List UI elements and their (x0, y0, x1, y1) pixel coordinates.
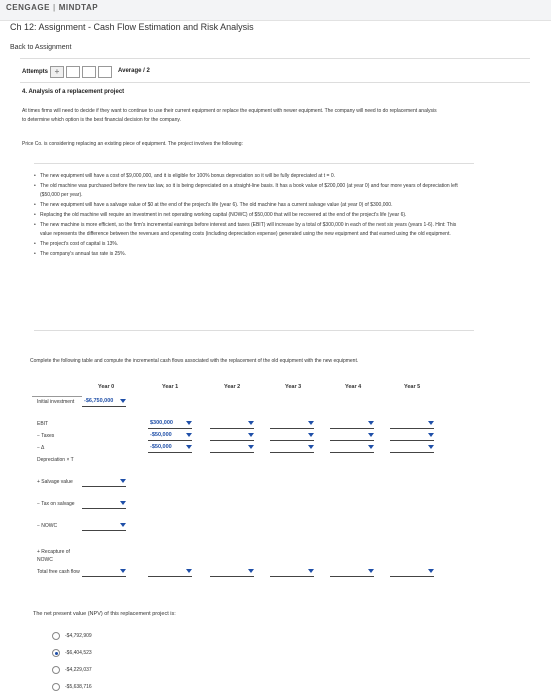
npv-option-1[interactable] (52, 632, 92, 640)
col-header-year0: Year 0 (98, 384, 115, 390)
chevron-down-icon (120, 523, 126, 527)
chevron-down-icon (368, 433, 374, 437)
list-item: • The old machine was purchased before the new tax law, so it is being depreciated on a straight-line basis. It has a book value of $200,000 (at year 0) and four more years of depreciation left ($50,000 per year). (34, 182, 464, 200)
question-intro: At times firms will need to decide if they want to continue to use their current equipment or replace the equipment with newer equipment. The company will need to do replacement analysis to determine which option is the best financial decision for the company. (22, 108, 437, 123)
chevron-down-icon (368, 569, 374, 573)
page-title: Ch 12: Assignment - Cash Flow Estimation and Risk Analysis (10, 22, 254, 32)
row-label-taxes: − Taxes (37, 433, 55, 439)
option-label: -$6,404,523 (65, 650, 92, 656)
select-value: -$6,750,000 (84, 398, 114, 404)
col-header-year5: Year 5 (404, 384, 421, 390)
chevron-down-icon (186, 421, 192, 425)
radio-icon[interactable] (52, 683, 60, 691)
row-label-recapture: + Recapture of NOWC (37, 549, 70, 563)
row-label-ebit: EBIT (37, 421, 49, 427)
select-y1-total[interactable] (148, 566, 192, 577)
chevron-down-icon (308, 445, 314, 449)
select-y5-delta[interactable] (390, 442, 434, 453)
select-y3-ebit[interactable] (270, 418, 314, 429)
chevron-down-icon (120, 501, 126, 505)
table-instructions: Complete the following table and compute the incremental cash flows associated with the replacement of the old equipment with the new equipment. (30, 358, 359, 364)
chevron-down-icon (308, 433, 314, 437)
select-y0-nowc[interactable] (82, 520, 126, 531)
select-y1-delta[interactable] (148, 442, 192, 453)
chevron-down-icon (428, 445, 434, 449)
select-y2-taxes[interactable] (210, 430, 254, 441)
attempt-box (82, 66, 96, 78)
select-y0-salvage[interactable] (82, 476, 126, 487)
average-score: Average / 2 (118, 68, 150, 74)
row-label-initial-investment: Initial investment (37, 399, 75, 405)
select-value: -$50,000 (150, 432, 172, 438)
select-y4-taxes[interactable] (330, 430, 374, 441)
select-y2-ebit[interactable] (210, 418, 254, 429)
top-bar (0, 0, 551, 21)
chevron-down-icon (186, 569, 192, 573)
select-y1-taxes[interactable] (148, 430, 192, 441)
col-header-year3: Year 3 (285, 384, 302, 390)
attempt-plus-icon[interactable]: + (50, 66, 64, 78)
col-header-year1: Year 1 (162, 384, 179, 390)
select-value: $300,000 (150, 420, 173, 426)
row-label-salvage: + Salvage value (37, 479, 73, 485)
divider (20, 82, 530, 83)
attempt-box (98, 66, 112, 78)
npv-question: The net present value (NPV) of this replacement project is: (33, 611, 176, 617)
select-y0-total[interactable] (82, 566, 126, 577)
npv-option-2[interactable] (52, 649, 92, 657)
list-item: • The company's annual tax rate is 25%. (34, 250, 464, 259)
brand-logo: CENGAGE | MINDTAP (6, 3, 99, 12)
row-label-depreciation: Depreciation × T (37, 457, 74, 463)
select-y0-initial-investment[interactable] (82, 396, 126, 407)
option-label: -$4,792,909 (65, 633, 92, 639)
chevron-down-icon (308, 421, 314, 425)
select-value: -$50,000 (150, 444, 172, 450)
row-label-nowc: − NOWC (37, 523, 58, 529)
question-title: 4. Analysis of a replacement project (22, 89, 125, 95)
chevron-down-icon (308, 569, 314, 573)
npv-option-4[interactable] (52, 683, 92, 691)
option-label: -$5,638,716 (65, 684, 92, 690)
chevron-down-icon (186, 445, 192, 449)
brand-sub: MINDTAP (58, 3, 99, 12)
chevron-down-icon (428, 421, 434, 425)
select-y5-taxes[interactable] (390, 430, 434, 441)
chevron-down-icon (248, 433, 254, 437)
radio-selected-icon[interactable] (52, 649, 60, 657)
list-item: • The project's cost of capital is 13%. (34, 240, 464, 249)
list-item: • The new equipment will have a salvage value of $0 at the end of the project's life (year 6). The old machine has a current salvage value (at year 0) of $300,000. (34, 201, 464, 210)
project-facts-list (34, 172, 464, 260)
select-y5-total[interactable] (390, 566, 434, 577)
attempts-row (22, 66, 112, 78)
chevron-down-icon (368, 445, 374, 449)
select-y0-tax-on-salvage[interactable] (82, 498, 126, 509)
divider (34, 330, 474, 331)
npv-option-3[interactable] (52, 666, 92, 674)
radio-icon[interactable] (52, 666, 60, 674)
divider (34, 163, 474, 164)
chevron-down-icon (248, 569, 254, 573)
chevron-down-icon (248, 445, 254, 449)
select-y1-ebit[interactable] (148, 418, 192, 429)
select-y3-total[interactable] (270, 566, 314, 577)
question-lead: Price Co. is considering replacing an existing piece of equipment. The project involves the following: (22, 141, 243, 147)
row-label-tax-on-salvage: − Tax on salvage (37, 501, 75, 507)
row-label-total: Total free cash flow (37, 569, 80, 575)
chevron-down-icon (368, 421, 374, 425)
select-y2-delta[interactable] (210, 442, 254, 453)
list-item: • The new machine is more efficient, so the firm's incremental earnings before interest and taxes (EBIT) will increase by a total of $300,000 in each of the next six years (years 1-6). Hint: This value represents the difference between the revenues and operating costs (including depreciation expense) generated using the new equipment and that earned using the old equipment. (34, 221, 464, 239)
chevron-down-icon (248, 421, 254, 425)
radio-icon[interactable] (52, 632, 60, 640)
select-y2-total[interactable] (210, 566, 254, 577)
select-y5-ebit[interactable] (390, 418, 434, 429)
option-label: -$4,229,037 (65, 667, 92, 673)
list-item: • Replacing the old machine will require an investment in net operating working capital (NOWC) of $50,000 that will be recovered at the end of the project's life (year 6). (34, 211, 464, 220)
chevron-down-icon (428, 433, 434, 437)
select-y3-delta[interactable] (270, 442, 314, 453)
divider (32, 396, 82, 397)
list-item: • The new equipment will have a cost of $9,000,000, and it is eligible for 100% bonus depreciation so it will be fully depreciated at t = 0. (34, 172, 464, 181)
chevron-down-icon (120, 479, 126, 483)
chevron-down-icon (428, 569, 434, 573)
select-y4-ebit[interactable] (330, 418, 374, 429)
chevron-down-icon (120, 399, 126, 403)
select-y3-taxes[interactable] (270, 430, 314, 441)
attempts-label: Attempts (22, 69, 49, 75)
select-y4-total[interactable] (330, 566, 374, 577)
brand-name: CENGAGE (6, 3, 50, 12)
chevron-down-icon (186, 433, 192, 437)
col-header-year2: Year 2 (224, 384, 241, 390)
attempt-box (66, 66, 80, 78)
back-to-assignment-link[interactable]: Back to Assignment (10, 44, 72, 51)
row-label-delta: − Δ (37, 445, 45, 451)
divider (20, 58, 530, 59)
select-y4-delta[interactable] (330, 442, 374, 453)
chevron-down-icon (120, 569, 126, 573)
col-header-year4: Year 4 (345, 384, 362, 390)
